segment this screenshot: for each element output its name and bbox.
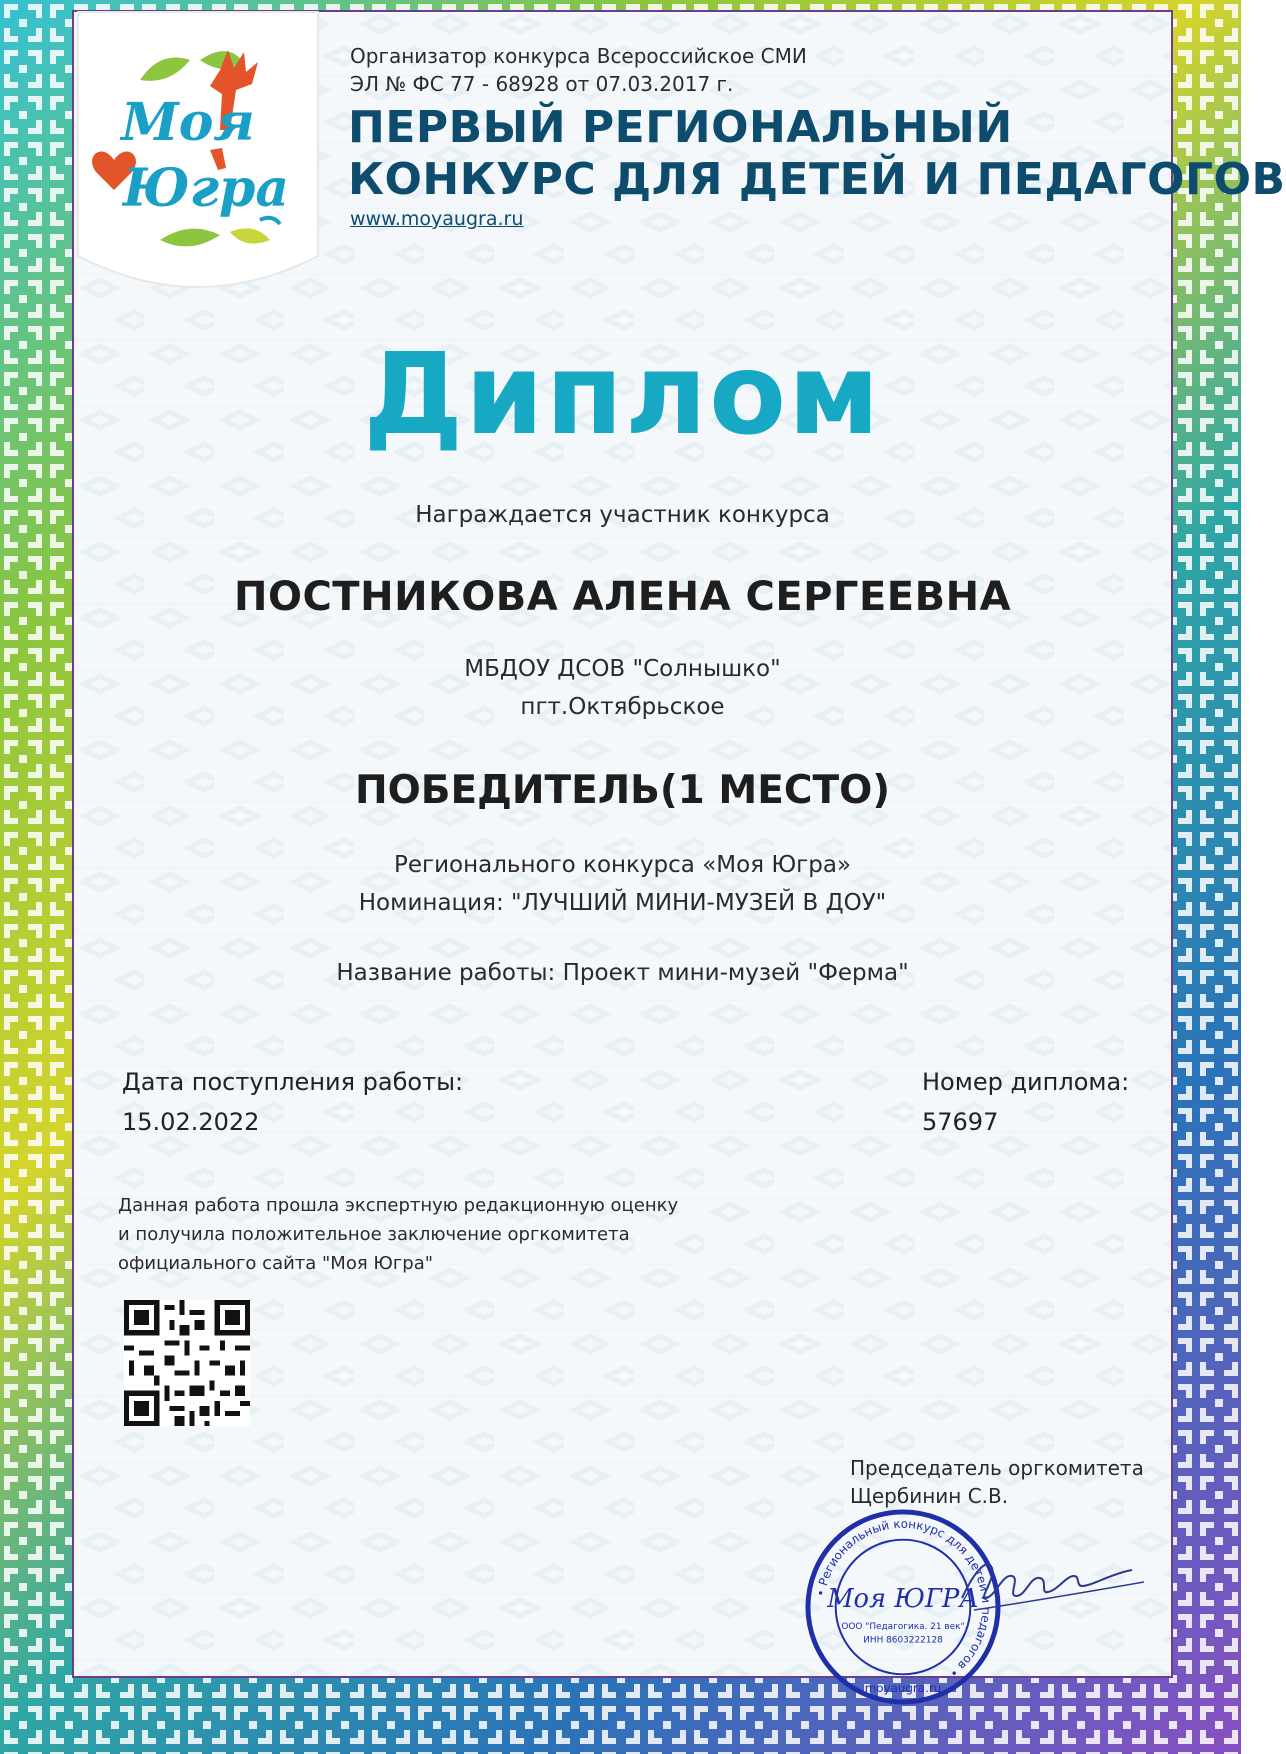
logo-badge — [70, 0, 326, 300]
date-label: Дата поступления работы: — [122, 1068, 464, 1096]
diploma-number-label: Номер диплома: — [922, 1068, 1130, 1096]
review-line-2: и получила положительное заключение оргкомитета — [118, 1224, 630, 1245]
contest-title-line-1: ПЕРВЫЙ РЕГИОНАЛЬНЫЙ — [348, 102, 1013, 153]
website-link[interactable]: www.moyaugra.ru — [350, 208, 524, 230]
qr-code-icon — [124, 1300, 250, 1426]
stamp-center-text: Моя ЮГРА — [827, 1584, 979, 1614]
awarded-text: Награждается участник конкурса — [415, 502, 830, 528]
logo-text-line2: Югра — [122, 158, 290, 219]
work-title: Название работы: Проект мини-музей "Ферма" — [336, 960, 909, 986]
stamp-site: moyaugra.ru — [864, 1681, 942, 1696]
signature-icon — [954, 1540, 1154, 1620]
chair-name: Щербинин С.В. — [850, 1484, 1009, 1508]
recipient-name: ПОСТНИКОВА АЛЕНА СЕРГЕЕВНА — [233, 574, 1012, 620]
contest-title-line-2: КОНКУРС ДЛЯ ДЕТЕЙ И ПЕДАГОГОВ — [348, 154, 1286, 205]
nomination: Номинация: "ЛУЧШИЙ МИНИ-МУЗЕЙ В ДОУ" — [358, 890, 887, 916]
contest-name: Регионального конкурса «Моя Югра» — [393, 852, 852, 878]
diploma-title: Диплом — [363, 330, 882, 460]
diploma-number-value: 57697 — [922, 1108, 999, 1136]
review-line-3: официального сайта "Моя Югра" — [118, 1253, 434, 1274]
stamp-ring-text: • Региональный конкурс для детей и педагогов • — [813, 1516, 994, 1681]
organizer-line-2: ЭЛ № ФС 77 - 68928 от 07.03.2017 г. — [350, 72, 734, 96]
chair-title: Председатель оргкомитета — [850, 1456, 1144, 1480]
stamp-inn-line: ИНН 8603222128 — [863, 1635, 943, 1646]
place-award: ПОБЕДИТЕЛЬ(1 МЕСТО) — [354, 768, 891, 813]
locality: пгт.Октябрьское — [520, 694, 725, 720]
review-line-1: Данная работа прошла экспертную редакционную оценку — [118, 1195, 679, 1216]
logo-text-line1: Моя — [121, 92, 255, 153]
institution-name: МБДОУ ДСОВ "Солнышко" — [464, 656, 781, 682]
date-value: 15.02.2022 — [122, 1108, 260, 1136]
stamp-org-line: ООО "Педагогика. 21 век" — [841, 1621, 965, 1632]
organizer-line-1: Организатор конкурса Всероссийское СМИ — [350, 44, 807, 68]
diploma-sheet — [72, 10, 1286, 1696]
